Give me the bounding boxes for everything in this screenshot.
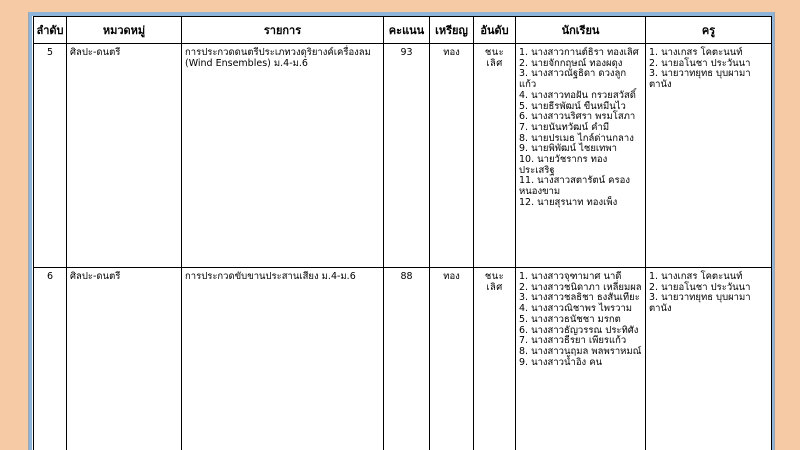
student-name: 3. นางสาวชลธิชา ธงสันเทียะ — [519, 292, 640, 304]
row-students — [516, 268, 646, 450]
teacher-name: 2. นายอโนชา ประวันนา — [649, 57, 751, 69]
row-number: 6 — [34, 268, 67, 450]
student-name: 1. นางสาวจุฑามาศ นาดี — [519, 271, 622, 282]
header-item: รายการ — [182, 17, 384, 44]
teacher-name: 3. นายวาทยุทธ บุบผามาตานัง — [649, 68, 751, 91]
teacher-name: 3. นายวาทยุทธ บุบผามาตานัง — [649, 292, 751, 315]
row-category: ศิลปะ-ดนตรี — [67, 268, 182, 450]
document-page — [28, 12, 775, 450]
header-teachers: ครู — [646, 17, 772, 44]
student-name: 6. นางสาวธัญวรรณ ประทิศัง — [519, 324, 639, 336]
header-score: คะแนน — [384, 17, 430, 44]
student-name: 6. นางสาวนริศรา พรมโสภา — [519, 111, 636, 123]
student-name: 11. นางสาวสตารัตน์ ครองหนองขาม — [519, 175, 630, 198]
header-medal: เหรียญ — [430, 17, 474, 44]
student-name: 5. นายธีรพัฒน์ ขืนหมีนไว — [519, 100, 626, 112]
table-row — [34, 44, 772, 268]
row-medal: ทอง — [430, 44, 474, 268]
student-name: 9. นายพิพัฒน์ ไชยเทพา — [519, 143, 617, 155]
student-name: 3. นางสาวณัฐธิดา ดวงลูกแก้ว — [519, 68, 627, 91]
teacher-name: 1. นางเกสร โคตะนนท์ — [649, 47, 743, 58]
student-name: 8. นายปรเมธ ไกล์ด่านกลาง — [519, 132, 634, 144]
row-students — [516, 44, 646, 268]
row-item: การประกวดขับขานประสานเสียง ม.4-ม.6 — [182, 268, 384, 450]
student-name: 9. นางสาวน้ำอิง คน — [519, 356, 603, 368]
student-name: 12. นายสุรนาท ทองเพ็ง — [519, 196, 618, 208]
header-students: นักเรียน — [516, 17, 646, 44]
row-score: 88 — [384, 268, 430, 450]
student-name: 8. นางสาวนฤมล พลพราหมณ์ — [519, 345, 642, 357]
header-category: หมวดหมู่ — [67, 17, 182, 44]
row-medal: ทอง — [430, 268, 474, 450]
row-category: ศิลปะ-ดนตรี — [67, 44, 182, 268]
header-rank: อันดับ — [474, 17, 516, 44]
student-name: 1. นางสาวกานต์ธิรา ทองเลิศ — [519, 47, 639, 58]
student-name: 7. นายนันทวัฒน์ คำมี — [519, 121, 610, 133]
teacher-name: 2. นายอโนชา ประวันนา — [649, 281, 751, 293]
student-name: 2. นางสาวชนิดาภา เหลี่ยมผล — [519, 281, 642, 293]
teacher-name: 1. นางเกสร โคตะนนท์ — [649, 271, 743, 282]
row-teachers — [646, 44, 772, 268]
student-name: 5. นางสาวธนัชชา มรกต — [519, 313, 621, 325]
table-row — [34, 268, 772, 450]
page-left-border — [29, 12, 32, 450]
row-item: การประกวดดนตรีประเภทวงดุริยางค์เครื่องลม (Wind Ensembles) ม.4-ม.6 — [182, 44, 384, 268]
row-teachers — [646, 268, 772, 450]
row-rank: ชนะเลิศ — [474, 268, 516, 450]
header-no: ลำดับ — [34, 17, 67, 44]
row-number: 5 — [34, 44, 67, 268]
row-rank: ชนะเลิศ — [474, 44, 516, 268]
table-header-row — [34, 17, 772, 44]
awards-table — [33, 16, 772, 450]
row-score: 93 — [384, 44, 430, 268]
student-name: 4. นางสาวณิชาพร ไพรวาม — [519, 303, 633, 315]
student-name: 4. นางสาวทอฝัน กรวยสวัสดิ์ — [519, 89, 636, 101]
student-name: 7. นางสาวธีรยา เพียรแก้ว — [519, 335, 627, 347]
student-name: 10. นายวัชรากร ทองประเสริฐ — [519, 154, 608, 176]
student-name: 2. นายจักกฤษณ์ ทองผดุง — [519, 57, 623, 69]
